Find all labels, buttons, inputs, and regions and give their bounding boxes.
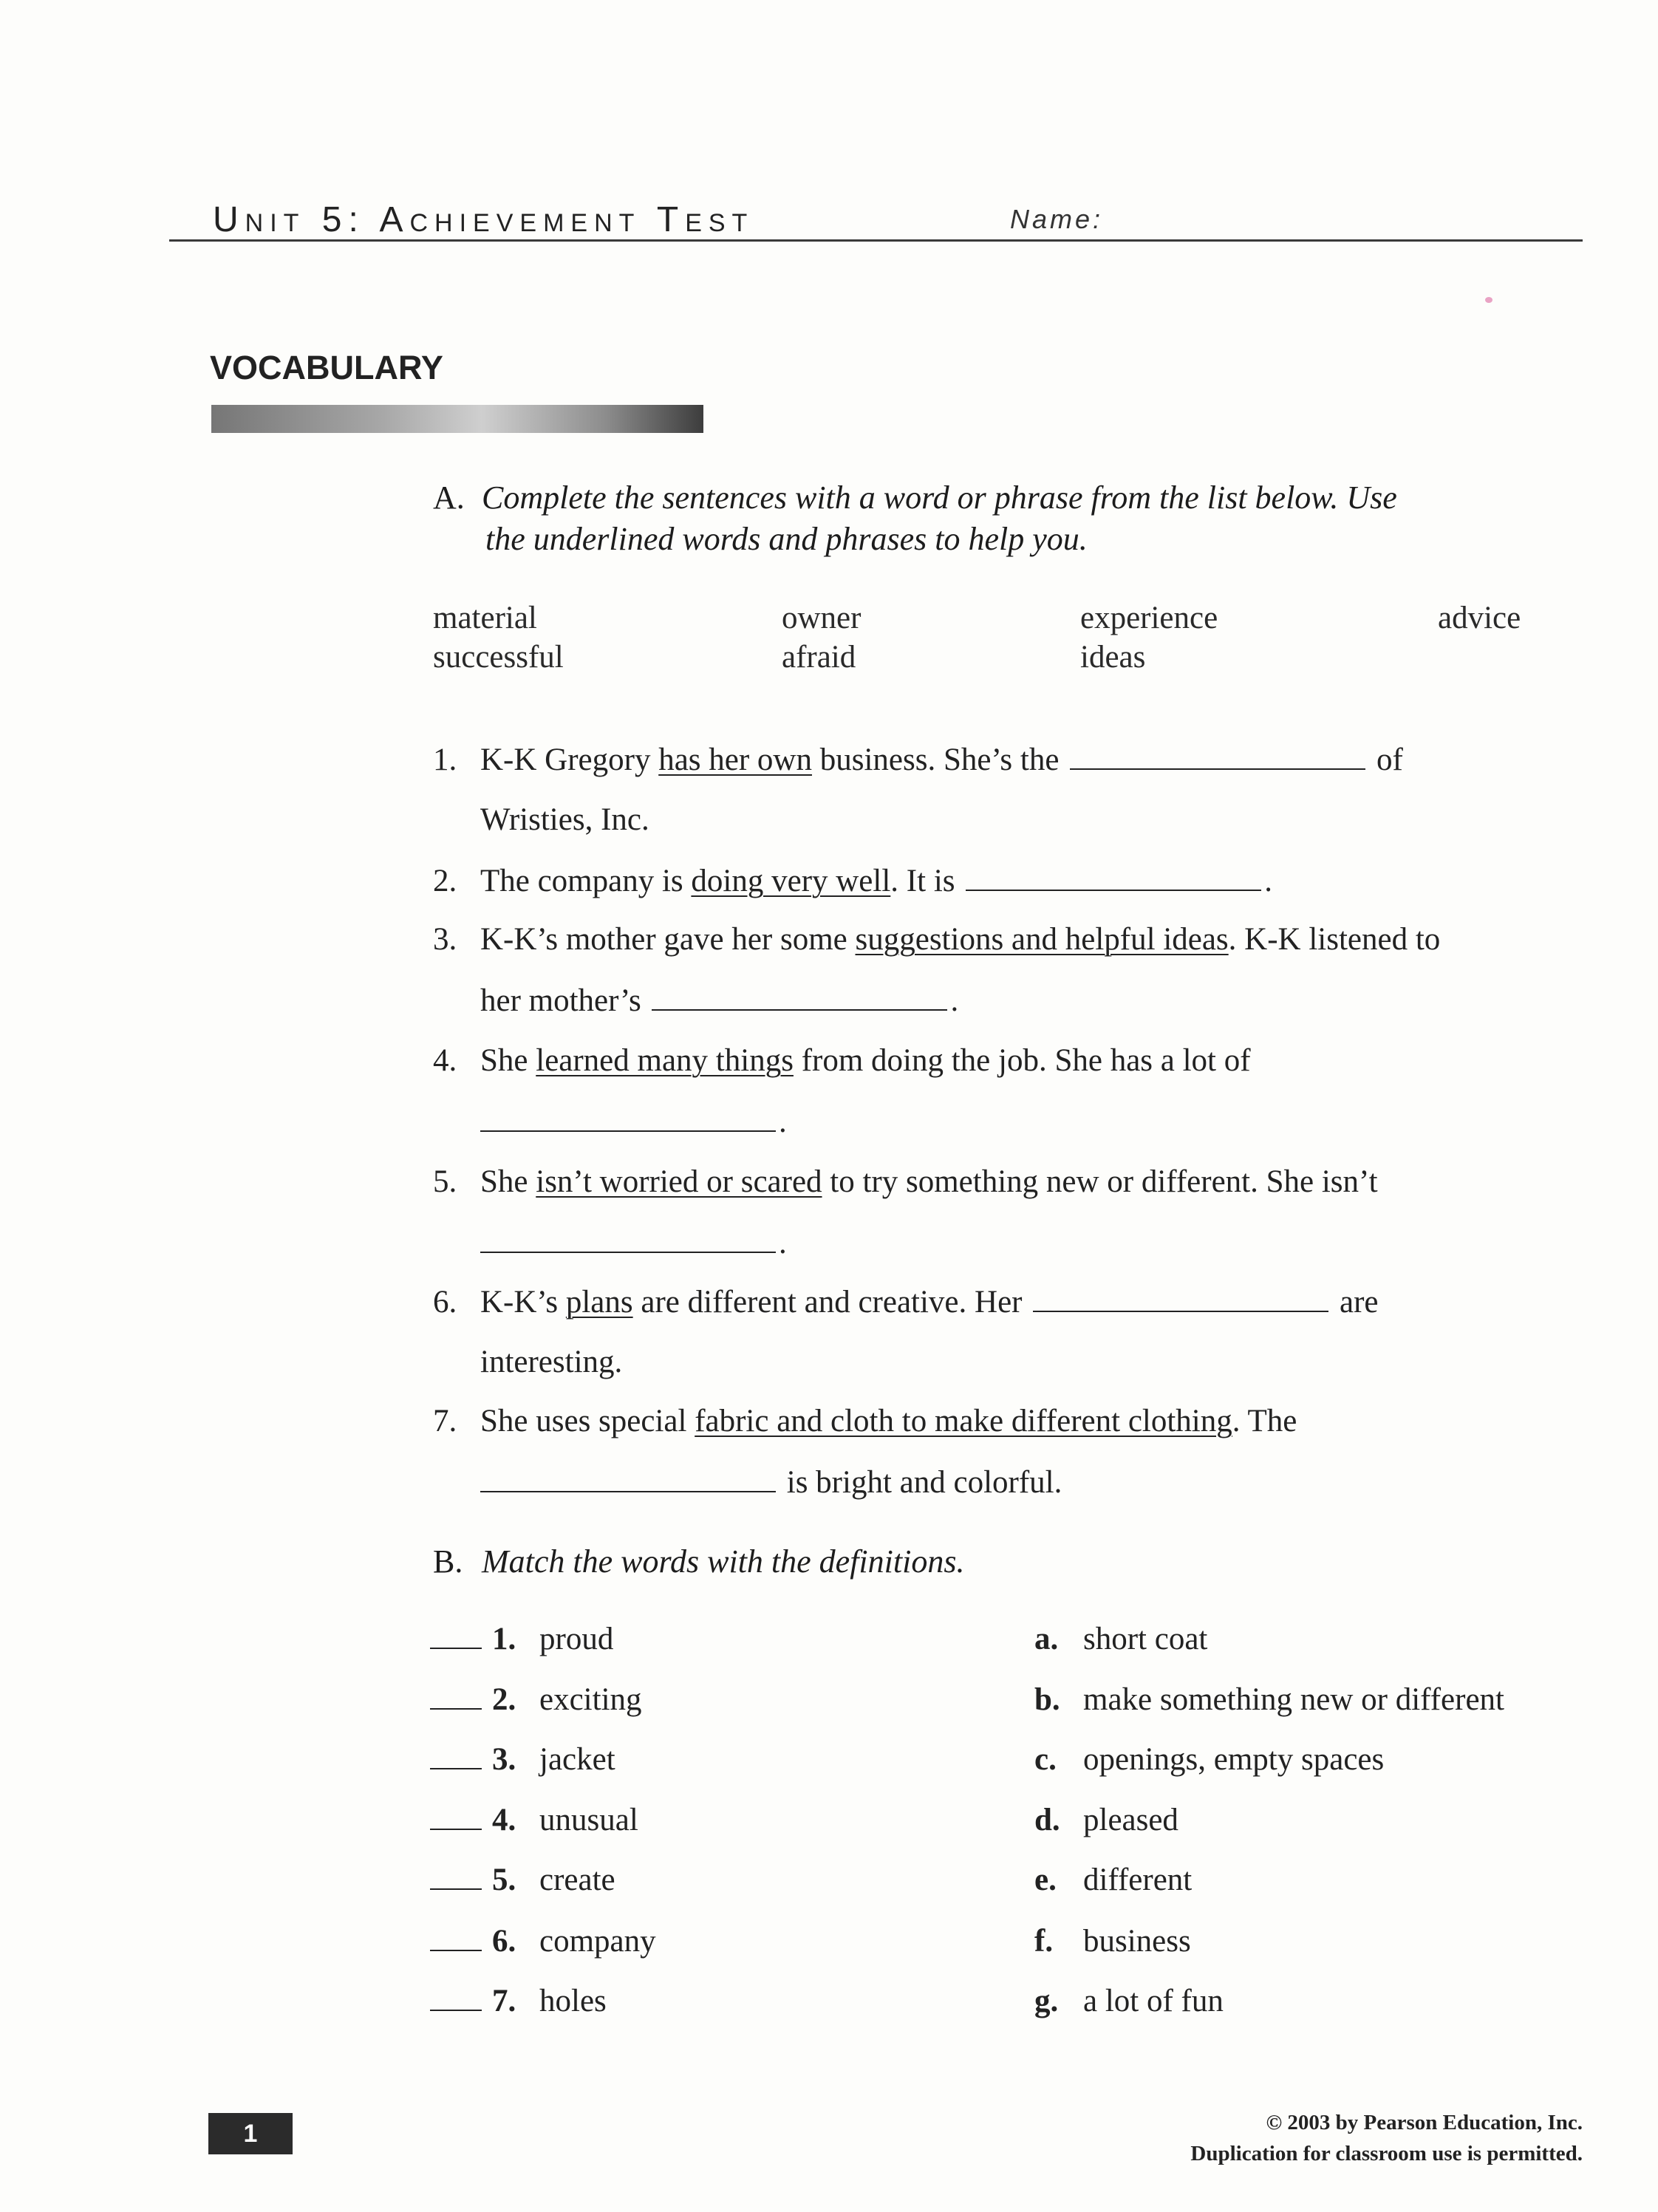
match-word-row xyxy=(430,1923,656,1959)
match-word-row xyxy=(430,1802,638,1838)
sentence-item xyxy=(433,919,1440,960)
match-answer-blank[interactable] xyxy=(430,1983,482,2011)
part-a-instruction-line1: Complete the sentences with a word or phrase from the list below. Use xyxy=(482,479,1397,516)
item-text: are different and creative. Her xyxy=(632,1285,1031,1320)
match-number: 3. xyxy=(492,1742,516,1777)
word-bank-item: material xyxy=(433,601,537,635)
item-continuation: Wristies, Inc. xyxy=(480,802,649,837)
definition-text: a lot of fun xyxy=(1083,1984,1224,2018)
header-rule xyxy=(169,239,1583,242)
item-number: 2. xyxy=(433,864,457,898)
match-answer-blank[interactable] xyxy=(430,1682,482,1710)
sentence-item xyxy=(433,739,1403,781)
answer-blank[interactable] xyxy=(480,1461,776,1492)
definition-letter: d. xyxy=(1034,1803,1060,1837)
match-answer-blank[interactable] xyxy=(430,1802,482,1830)
match-word: holes xyxy=(539,1984,607,2018)
underlined-clue: isn’t worried or scared xyxy=(536,1164,822,1199)
match-word-row xyxy=(430,1862,615,1898)
page-header xyxy=(169,198,1583,242)
definition-text: make something new or different xyxy=(1083,1682,1504,1717)
definition-row xyxy=(1034,1682,1504,1718)
match-word-row xyxy=(430,1682,642,1718)
item-text: . xyxy=(779,1226,787,1260)
word-bank-item: successful xyxy=(433,640,564,675)
match-word: unusual xyxy=(539,1803,638,1837)
match-word: company xyxy=(539,1924,656,1959)
item-number: 6. xyxy=(433,1285,457,1320)
copyright-line: © 2003 by Pearson Education, Inc. xyxy=(1266,2111,1583,2134)
part-b-instruction: Match the words with the definitions. xyxy=(482,1543,965,1580)
answer-blank[interactable] xyxy=(652,980,947,1011)
item-text: K-K’s xyxy=(480,1285,566,1320)
match-answer-blank[interactable] xyxy=(430,1862,482,1890)
definition-row xyxy=(1034,1741,1384,1778)
item-text: . The xyxy=(1232,1404,1297,1438)
answer-blank[interactable] xyxy=(480,1101,776,1132)
match-word-row xyxy=(430,1983,607,2019)
item-continuation xyxy=(480,980,958,1022)
item-text: She xyxy=(480,1043,536,1078)
word-bank-item: experience xyxy=(1080,601,1218,635)
item-text: . xyxy=(779,1105,787,1139)
match-number: 6. xyxy=(492,1924,516,1959)
match-number: 2. xyxy=(492,1682,516,1717)
word-bank-item: advice xyxy=(1438,601,1521,635)
definition-letter: a. xyxy=(1034,1622,1059,1656)
answer-blank[interactable] xyxy=(966,860,1261,891)
match-number: 4. xyxy=(492,1803,516,1837)
item-number: 4. xyxy=(433,1043,457,1078)
print-speck xyxy=(1485,297,1492,303)
definition-letter: g. xyxy=(1034,1984,1059,2018)
part-a-instruction-line2: the underlined words and phrases to help you. xyxy=(485,521,1088,557)
sentence-item xyxy=(433,1161,1378,1203)
item-continuation xyxy=(480,1222,787,1264)
match-word-row xyxy=(430,1741,615,1778)
item-continuation: interesting. xyxy=(480,1345,623,1379)
definition-text: different xyxy=(1083,1863,1193,1897)
item-text: . xyxy=(1264,864,1272,898)
match-word: create xyxy=(539,1863,615,1897)
item-text: are xyxy=(1331,1285,1379,1320)
definition-row xyxy=(1034,1862,1192,1898)
definition-row xyxy=(1034,1983,1224,2019)
sentence-item xyxy=(433,1281,1378,1323)
item-text: . It is xyxy=(890,864,963,898)
item-text: of xyxy=(1368,743,1403,777)
test-title: Unit 5: Achievement Test xyxy=(213,200,754,239)
word-bank-item: ideas xyxy=(1080,640,1146,675)
item-number: 1. xyxy=(433,743,457,777)
match-number: 1. xyxy=(492,1622,516,1656)
match-word-row xyxy=(430,1621,613,1657)
answer-blank[interactable] xyxy=(1033,1281,1328,1312)
word-bank-item: owner xyxy=(782,601,862,635)
item-number: 5. xyxy=(433,1164,457,1199)
part-a-instructions xyxy=(433,477,1578,560)
match-word: proud xyxy=(539,1622,614,1656)
item-text: She uses special xyxy=(480,1404,695,1438)
item-continuation xyxy=(480,1461,1062,1503)
match-number: 7. xyxy=(492,1984,516,2018)
item-text: is bright and colorful. xyxy=(779,1465,1062,1500)
item-text: . K-K listened to xyxy=(1228,922,1441,957)
item-text: The company is xyxy=(480,864,692,898)
item-continuation xyxy=(480,1101,787,1143)
definition-text: openings, empty spaces xyxy=(1083,1742,1385,1777)
definition-text: pleased xyxy=(1083,1803,1178,1837)
item-text: She xyxy=(480,1164,536,1199)
definition-row xyxy=(1034,1923,1191,1959)
match-answer-blank[interactable] xyxy=(430,1621,482,1649)
item-text: K-K’s mother gave her some xyxy=(480,922,856,957)
item-text: business. She’s the xyxy=(811,743,1068,777)
definition-letter: c. xyxy=(1034,1742,1057,1777)
item-text: K-K Gregory xyxy=(480,743,659,777)
answer-blank[interactable] xyxy=(480,1222,776,1253)
part-b-instructions xyxy=(433,1541,1578,1583)
duplication-notice: Duplication for classroom use is permitted. xyxy=(1190,2142,1583,2165)
definition-letter: f. xyxy=(1034,1924,1054,1959)
sentence-item xyxy=(433,1040,1251,1082)
match-word: jacket xyxy=(539,1742,615,1777)
section-gradient-bar xyxy=(211,405,703,433)
match-answer-blank[interactable] xyxy=(430,1741,482,1769)
section-heading: VOCABULARY xyxy=(210,349,443,386)
match-number: 5. xyxy=(492,1863,516,1897)
underlined-clue: doing very well xyxy=(691,864,891,898)
answer-blank[interactable] xyxy=(1070,739,1365,770)
definition-letter: e. xyxy=(1034,1863,1057,1897)
sentence-item xyxy=(433,860,1272,902)
underlined-clue: suggestions and helpful ideas xyxy=(855,922,1229,957)
item-number: 3. xyxy=(433,922,457,957)
part-a-letter: A. xyxy=(433,479,465,516)
item-text: . xyxy=(950,983,959,1018)
definition-letter: b. xyxy=(1034,1682,1060,1717)
match-word: exciting xyxy=(539,1682,642,1717)
copyright-notice xyxy=(1190,2107,1583,2169)
definition-text: business xyxy=(1083,1924,1191,1959)
part-b-letter: B. xyxy=(433,1543,463,1580)
underlined-clue: plans xyxy=(565,1285,633,1320)
item-text: from doing the job. She has a lot of xyxy=(793,1043,1251,1078)
underlined-clue: fabric and cloth to make different clothing xyxy=(695,1404,1232,1438)
definition-row xyxy=(1034,1802,1178,1838)
sentence-item xyxy=(433,1401,1297,1442)
item-text: her mother’s xyxy=(480,983,649,1018)
definition-row xyxy=(1034,1621,1207,1657)
underlined-clue: learned many things xyxy=(536,1043,794,1078)
name-label: Name: xyxy=(1010,204,1104,234)
match-answer-blank[interactable] xyxy=(430,1923,482,1951)
word-bank-item: afraid xyxy=(782,640,856,675)
definition-text: short coat xyxy=(1083,1622,1208,1656)
underlined-clue: has her own xyxy=(658,743,812,777)
item-text: to try something new or different. She isn’t xyxy=(822,1164,1378,1199)
item-number: 7. xyxy=(433,1404,457,1438)
page-number-badge: 1 xyxy=(208,2113,293,2154)
